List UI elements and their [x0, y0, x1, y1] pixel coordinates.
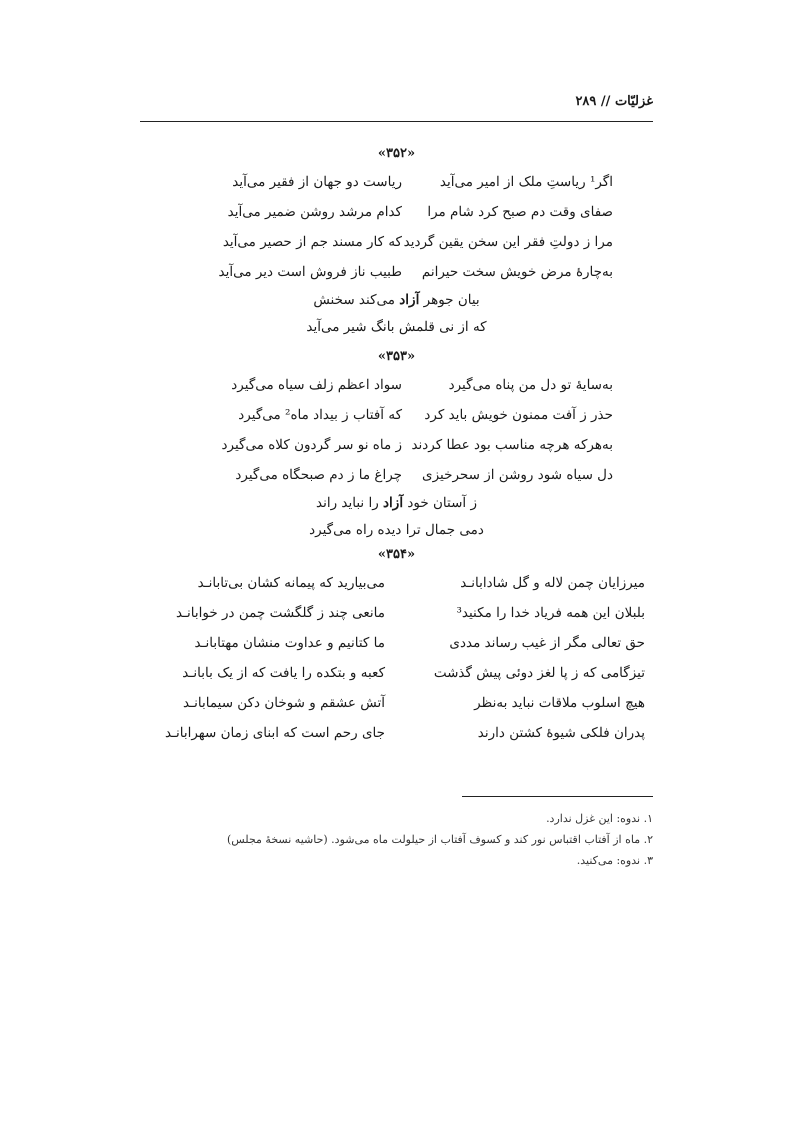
second-hemistich: سواد اعظم زلف سیاه می‌گیرد — [231, 377, 402, 393]
first-hemistich: تیزگامی که ز پا لغز دوئی پیش گذشت — [433, 665, 645, 681]
first-hemistich: مرا ز دولتِ فقر این سخن یقین گردید — [403, 234, 613, 250]
second-hemistich: ز ماه نو سر گردون کلاه می‌گیرد — [221, 437, 402, 453]
first-hemistich: صفای وقت دم صبح کرد شام مرا — [427, 204, 613, 220]
first-hemistich: دل سیاه شود روشن از سحرخیزی — [422, 467, 613, 483]
first-hemistich: پدران فلکی شیوهٔ کشتن دارند — [477, 725, 645, 741]
second-hemistich: چراغ ما ز دم صبحگاه می‌گیرد — [235, 467, 402, 483]
second-hemistich: ما کتانیم و عداوت منشان مهتابانـد — [194, 635, 385, 651]
closing-line — [140, 517, 653, 544]
second-hemistich: که آفتاب ز بیداد ماه² می‌گیرد — [238, 407, 402, 423]
closing-text: ز آستان خود — [403, 495, 477, 511]
first-hemistich: اگر¹ ریاستِ ملک از امیر می‌آید — [439, 174, 613, 190]
first-hemistich: بلبلان این همه فریاد خدا را مکنید³ — [456, 605, 645, 621]
couplet — [140, 628, 653, 658]
ghazal-352 — [140, 141, 653, 341]
closing-text: می‌کند سخنش — [313, 292, 400, 308]
closing-text: بیان جوهر — [419, 292, 480, 308]
ghazal-353 — [140, 344, 653, 544]
header-divider — [140, 121, 653, 122]
second-hemistich: ریاست دو جهان از فقیر می‌آید — [232, 174, 402, 190]
couplet — [140, 430, 653, 460]
closing-text: که از نی قلمش بانگ شیر می‌آید — [306, 319, 487, 335]
couplet — [140, 598, 653, 628]
first-hemistich: هیچ اسلوب ملاقات نباید به‌نظر — [474, 695, 645, 711]
closing-line — [140, 314, 653, 341]
ghazal-354 — [140, 542, 653, 748]
couplet — [140, 460, 653, 490]
footnote: ۳. ندوه: می‌کنید. — [576, 854, 653, 867]
first-hemistich: به‌هرکه هرچه مناسب بود عطا کردند — [411, 437, 613, 453]
closing-line — [140, 287, 653, 314]
footnote: ۲. ماه از آفتاب اقتباس نور کند و کسوف آفتاب از حیلولت ماه می‌شود. (حاشیه نسخهٔ مجلس) — [226, 833, 653, 846]
couplet — [140, 197, 653, 227]
couplet — [140, 568, 653, 598]
couplet — [140, 688, 653, 718]
poem-number: «۳۵۳» — [377, 349, 416, 364]
poem-number: «۳۵۴» — [377, 547, 416, 562]
first-hemistich: به‌سایهٔ تو دل من پناه می‌گیرد — [448, 377, 613, 393]
first-hemistich: حق تعالی مگر از غیب رساند مددی — [449, 635, 645, 651]
second-hemistich: کدام مرشد روشن ضمیر می‌آید — [227, 204, 402, 220]
second-hemistich: طبیب ناز فروش است دیر می‌آید — [218, 264, 402, 280]
couplet — [140, 227, 653, 257]
closing-text: را نباید راند — [316, 495, 384, 511]
footnotes — [140, 808, 653, 871]
second-hemistich: مانعی چند ز گلگشت چمن در خوابانـد — [176, 605, 385, 621]
closing-line — [140, 490, 653, 517]
footnote-divider — [462, 796, 653, 797]
second-hemistich: کعبه و بتکده را یافت که از یک بابانـد — [182, 665, 385, 681]
poet-pen-name: آزاد — [399, 292, 420, 308]
second-hemistich: می‌بیارید که پیمانه کشان بی‌تابانـد — [197, 575, 385, 591]
couplet — [140, 658, 653, 688]
poet-pen-name: آزاد — [383, 495, 404, 511]
first-hemistich: میرزایان چمن لاله و گل شادابانـد — [460, 575, 645, 591]
footnote: ۱. ندوه: این غزل ندارد. — [546, 812, 653, 825]
first-hemistich: به‌چارهٔ مرض خویش سخت حیرانم — [421, 264, 613, 280]
couplet — [140, 370, 653, 400]
closing-text: دمی جمال ترا دیده راه می‌گیرد — [309, 522, 484, 538]
running-header: غزلیّات // ۲۸۹ — [575, 94, 653, 109]
couplet — [140, 718, 653, 748]
couplet — [140, 400, 653, 430]
second-hemistich: جای رحم است که ابنای زمان سهرابانـد — [164, 725, 385, 741]
second-hemistich: آتش عشقم و شوخان دکن سیمابانـد — [183, 695, 385, 711]
couplet — [140, 167, 653, 197]
poem-number: «۳۵۲» — [377, 146, 416, 161]
second-hemistich: که کار مسند جم از حصیر می‌آید — [222, 234, 402, 250]
couplet — [140, 257, 653, 287]
first-hemistich: حذر ز آفت ممنون خویش باید کرد — [424, 407, 613, 423]
